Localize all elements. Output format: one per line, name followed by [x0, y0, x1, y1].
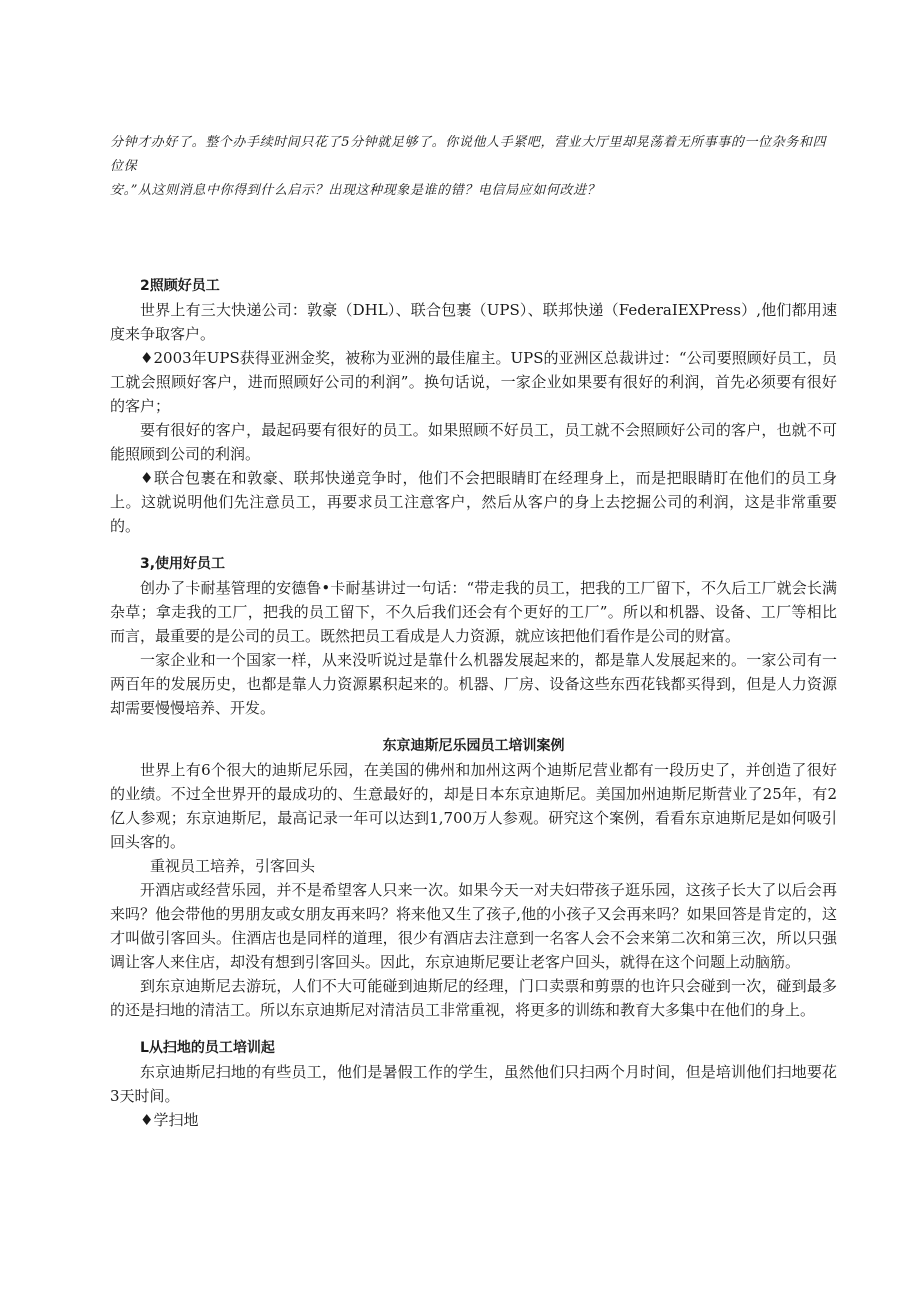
section-l-heading: L从扫地的员工培训起: [140, 1040, 275, 1056]
intro-line-2: 安。”从这则消息中你得到什么启示？出现这种现象是谁的错？电信局应如何改进？: [110, 183, 601, 198]
section-2-paragraph-3: 要有很好的客户，最起码要有很好的员工。如果照顾不好员工，员工就不会照顾好公司的客户，也就不可能照顾到公司的利润。: [110, 421, 837, 463]
section-2-paragraph-1: 世界上有三大快递公司：敦豪（DHL）、联合包裹（UPS）、联邦快递（FederaIEXPress）,他们都用速度来争取客户。: [110, 301, 837, 343]
section-l-bullet: ♦学扫地: [140, 1111, 199, 1129]
intro-paragraph: [110, 131, 837, 203]
section-3-paragraph-2: 一家企业和一个国家一样，从来没听说过是靠什么机器发展起来的，都是靠人发展起来的。一家公司有一两百年的发展历史，也都是靠人力资源累积起来的。机器、厂房、设备这些东西花钱都买得到，但是人力资源却需要慢慢培养、开发。: [110, 651, 837, 717]
section-2-paragraph-4: ♦联合包裹在和敦豪、联邦快递竞争时，他们不会把眼睛盯在经理身上，而是把眼睛盯在他们的员工身上。这就说明他们先注意员工，再要求员工注意客户，然后从客户的身上去挖掘公司的利润，这是非常重要的。: [110, 469, 837, 535]
section-3-heading: 3,使用好员工: [140, 556, 226, 572]
intro-line-1: 分钟才办好了。整个办手续时间只花了5分钟就足够了。你说他人手紧吧，营业大厅里却晃荡着无所事事的一位杂务和四位保: [110, 135, 827, 174]
case-title: 东京迪斯尼乐园员工培训案例: [382, 738, 565, 754]
section-care-employees: [110, 274, 837, 1132]
case-subheading: 重视员工培养，引客回头: [150, 857, 316, 875]
case-paragraph-2: 开酒店或经营乐园，并不是希望客人只来一次。如果今天一对夫妇带孩子逛乐园，这孩子长大了以后会再来吗？他会带他的男朋友或女朋友再来吗？将来他又生了孩子,他的小孩子又会再来吗？如果回答是肯定的，这才叫做引客回头。住酒店也是同样的道理，很少有酒店去注意到一名客人会不会来第二次和第三次，所以只强调让客人来住店，却没有想到引客回头。因此，东京迪斯尼要让老客户回头，就得在这个问题上动脑筋。: [110, 881, 837, 971]
section-2-paragraph-2: ♦2003年UPS获得亚洲金奖，被称为亚洲的最佳雇主。UPS的亚洲区总裁讲过：“公司要照顾好员工，员工就会照顾好客户，进而照顾好公司的利润”。换句话说，一家企业如果要有很好的利润，首先必须要有很好的客户；: [110, 349, 837, 415]
section-2-heading: 2照顾好员工: [140, 278, 220, 294]
section-l-paragraph-1: 东京迪斯尼扫地的有些员工，他们是暑假工作的学生，虽然他们只扫两个月时间，但是培训他们扫地要花3天时间。: [110, 1063, 837, 1105]
case-paragraph-3: 到东京迪斯尼去游玩，人们不大可能碰到迪斯尼的经理，门口卖票和剪票的也许只会碰到一次，碰到最多的还是扫地的清洁工。所以东京迪斯尼对清洁员工非常重视，将更多的训练和教育大多集中在他们的身上。: [110, 977, 837, 1019]
section-3-paragraph-1: 创办了卡耐基管理的安德鲁•卡耐基讲过一句话：“带走我的员工，把我的工厂留下，不久后工厂就会长满杂草；拿走我的工厂，把我的员工留下，不久后我们还会有个更好的工厂”。所以和机器、设备、工厂等相比而言，最重要的是公司的员工。既然把员工看成是人力资源，就应该把他们看作是公司的财富。: [110, 579, 837, 645]
case-paragraph-1: 世界上有6个很大的迪斯尼乐园，在美国的佛州和加州这两个迪斯尼营业都有一段历史了，并创造了很好的业绩。不过全世界开的最成功的、生意最好的，却是日本东京迪斯尼。美国加州迪斯尼斯营业了25年，有2亿人参观；东京迪斯尼，最高记录一年可以达到1,700万人参观。研究这个案例，看看东京迪斯尼是如何吸引回头客的。: [110, 761, 837, 851]
